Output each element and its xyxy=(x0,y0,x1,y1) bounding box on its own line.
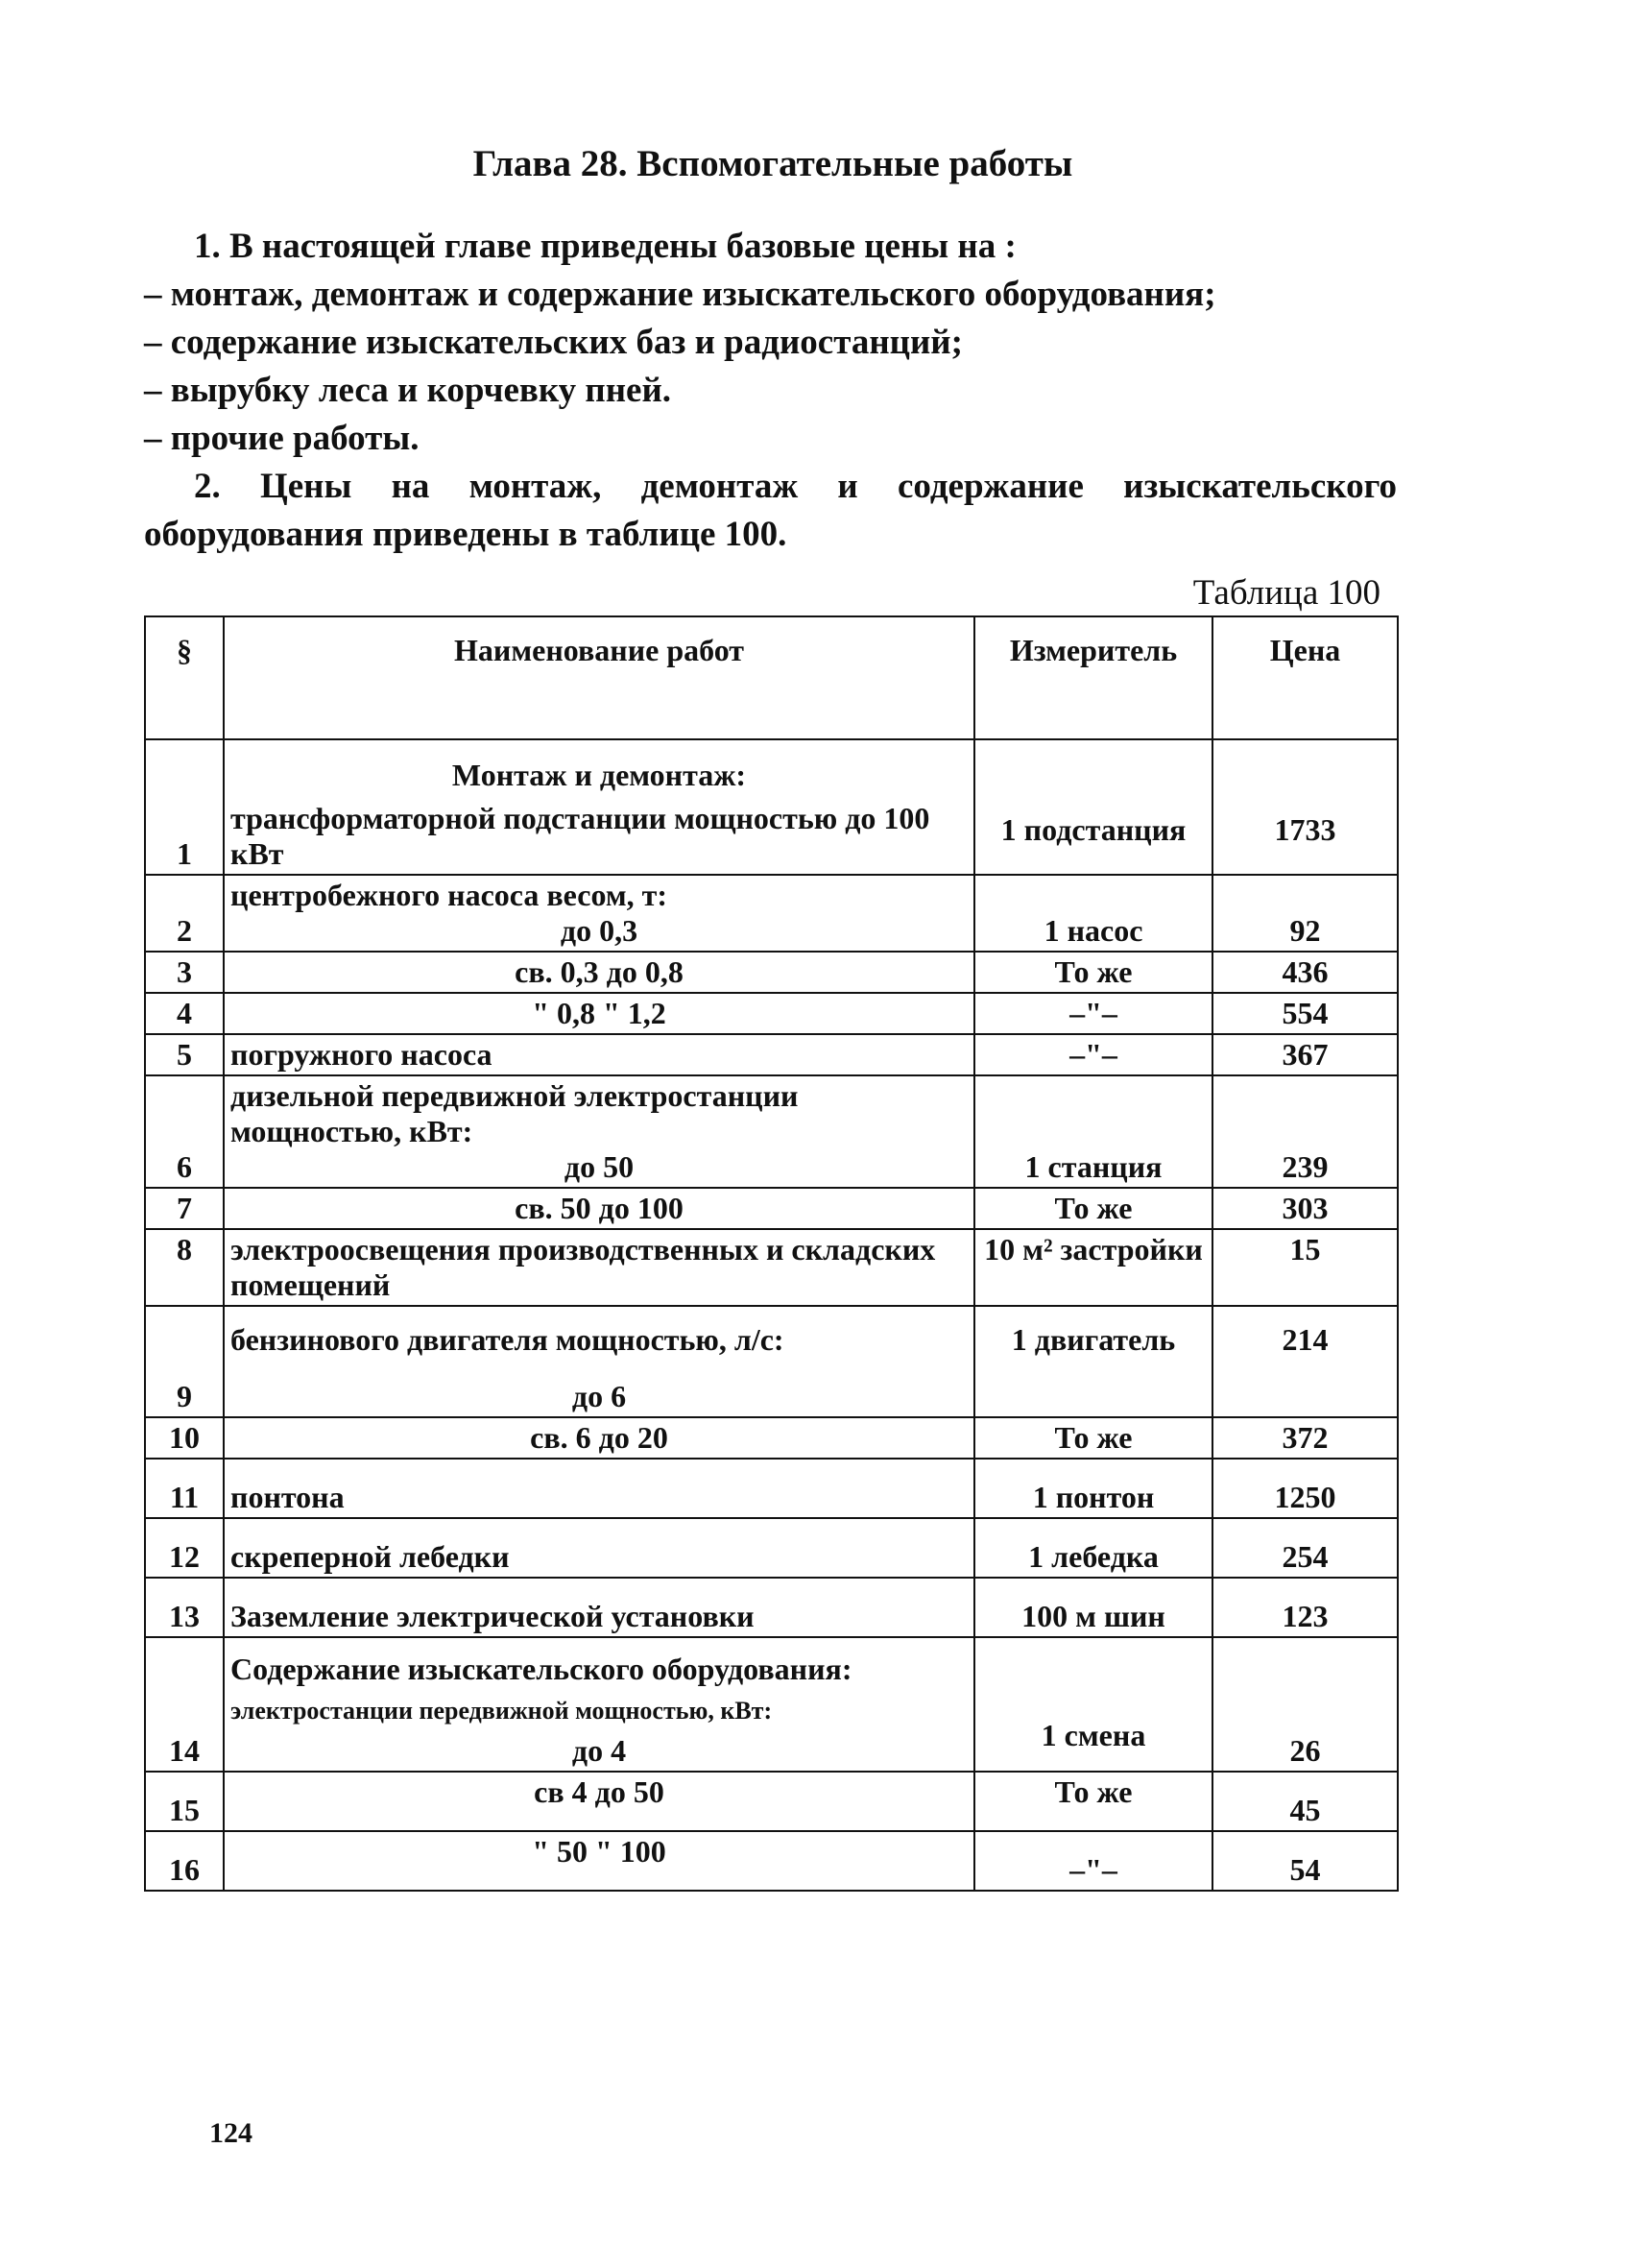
row-number: 1 xyxy=(145,739,224,875)
row-number: 12 xyxy=(145,1518,224,1578)
group-heading: дизельной передвижной электростанции мощностью, кВт: xyxy=(230,1078,799,1148)
table-row xyxy=(145,1772,1398,1831)
row-unit: 1 станция xyxy=(974,1075,1212,1188)
row-name: " 50 " 100 xyxy=(224,1831,974,1891)
row-name-cell xyxy=(224,1306,974,1417)
row-name: св. 50 до 100 xyxy=(224,1188,974,1229)
row-number: 13 xyxy=(145,1578,224,1637)
row-name: погружного насоса xyxy=(224,1034,974,1075)
table-row xyxy=(145,993,1398,1034)
row-name: понтона xyxy=(224,1459,974,1518)
row-number: 16 xyxy=(145,1831,224,1891)
row-name: трансформаторной подстанции мощностью до 100 кВт xyxy=(230,801,930,871)
row-number: 10 xyxy=(145,1417,224,1459)
row-unit: 1 насос xyxy=(974,875,1212,952)
intro-paragraph-2: 2. Цены на монтаж, демонтаж и содержание изыскательского оборудования приведены в таблице 100. xyxy=(144,467,1397,554)
table-row xyxy=(145,1075,1398,1188)
row-unit: 1 понтон xyxy=(974,1459,1212,1518)
header-section: § xyxy=(145,616,224,739)
row-number: 7 xyxy=(145,1188,224,1229)
price-table xyxy=(144,615,1399,1892)
row-price: 15 xyxy=(1212,1229,1398,1306)
intro-item: – вырубку леса и корчевку пней. xyxy=(144,371,672,410)
table-row xyxy=(145,739,1398,875)
table-row xyxy=(145,875,1398,952)
row-price: 303 xyxy=(1212,1188,1398,1229)
intro-item: – содержание изыскательских баз и радиостанций; xyxy=(144,323,963,362)
row-price: 1250 xyxy=(1212,1459,1398,1518)
row-unit: То же xyxy=(974,1772,1212,1831)
row-name: Заземление электрической установки xyxy=(224,1578,974,1637)
table-row xyxy=(145,1831,1398,1891)
row-number: 5 xyxy=(145,1034,224,1075)
row-price: 1733 xyxy=(1212,739,1398,875)
row-number: 2 xyxy=(145,875,224,952)
header-name: Наименование работ xyxy=(224,616,974,739)
row-name-cell xyxy=(224,1075,974,1188)
row-unit: То же xyxy=(974,1417,1212,1459)
row-number: 14 xyxy=(145,1637,224,1772)
row-number: 8 xyxy=(145,1229,224,1306)
row-number: 6 xyxy=(145,1075,224,1188)
table-row xyxy=(145,1417,1398,1459)
row-price: 554 xyxy=(1212,993,1398,1034)
row-name: св 4 до 50 xyxy=(224,1772,974,1831)
row-price: 45 xyxy=(1212,1772,1398,1831)
intro-item: – прочие работы. xyxy=(144,419,420,458)
row-unit: 10 м² застройки xyxy=(974,1229,1212,1306)
row-unit: 100 м шин xyxy=(974,1578,1212,1637)
row-name: до 4 xyxy=(571,1733,627,1768)
row-price: 92 xyxy=(1212,875,1398,952)
table-row xyxy=(145,1578,1398,1637)
row-unit: 1 смена xyxy=(974,1637,1212,1772)
table-caption: Таблица 100 xyxy=(1192,573,1380,613)
row-number: 4 xyxy=(145,993,224,1034)
table-row xyxy=(145,1518,1398,1578)
page-number: 124 xyxy=(209,2117,252,2149)
row-name: до 0,3 xyxy=(560,913,638,948)
row-unit: 1 лебедка xyxy=(974,1518,1212,1578)
table-row xyxy=(145,952,1398,993)
table-row xyxy=(145,1229,1398,1306)
section-heading: Монтаж и демонтаж: xyxy=(451,758,747,792)
row-unit: 1 двигатель xyxy=(974,1306,1212,1417)
chapter-title: Глава 28. Вспомогательные работы xyxy=(472,143,1073,184)
row-name-cell xyxy=(224,739,974,875)
section-heading: Содержание изыскательского оборудования: xyxy=(230,1652,852,1686)
row-unit: 1 подстанция xyxy=(974,739,1212,875)
row-price: 254 xyxy=(1212,1518,1398,1578)
row-number: 15 xyxy=(145,1772,224,1831)
table-row xyxy=(145,1637,1398,1772)
row-number: 11 xyxy=(145,1459,224,1518)
row-price: 367 xyxy=(1212,1034,1398,1075)
row-name-cell xyxy=(224,1637,974,1772)
row-unit: –"– xyxy=(974,1831,1212,1891)
row-name: св. 0,3 до 0,8 xyxy=(224,952,974,993)
table-row xyxy=(145,1459,1398,1518)
row-name-cell xyxy=(224,875,974,952)
row-unit: –"– xyxy=(974,1034,1212,1075)
row-price: 54 xyxy=(1212,1831,1398,1891)
header-price: Цена xyxy=(1212,616,1398,739)
row-unit: То же xyxy=(974,1188,1212,1229)
row-unit: –"– xyxy=(974,993,1212,1034)
row-unit: То же xyxy=(974,952,1212,993)
row-price: 214 xyxy=(1212,1306,1398,1417)
row-name: до 6 xyxy=(571,1379,627,1413)
row-name: электроосвещения производственных и складских помещений xyxy=(224,1229,974,1306)
row-name: " 0,8 " 1,2 xyxy=(224,993,974,1034)
group-heading: центробежного насоса весом, т: xyxy=(230,878,668,912)
row-number: 3 xyxy=(145,952,224,993)
group-heading: бензинового двигателя мощностью, л/с: xyxy=(230,1322,784,1357)
row-price: 239 xyxy=(1212,1075,1398,1188)
table-header-row xyxy=(145,616,1398,739)
row-price: 372 xyxy=(1212,1417,1398,1459)
row-price: 436 xyxy=(1212,952,1398,993)
intro-item: – монтаж, демонтаж и содержание изыскательского оборудования; xyxy=(144,275,1216,314)
row-price: 26 xyxy=(1212,1637,1398,1772)
row-price: 123 xyxy=(1212,1578,1398,1637)
row-name: св. 6 до 20 xyxy=(224,1417,974,1459)
table-row xyxy=(145,1188,1398,1229)
table-row xyxy=(145,1306,1398,1417)
row-number: 9 xyxy=(145,1306,224,1417)
group-heading: электростанции передвижной мощностью, кВт: xyxy=(230,1697,773,1725)
table-row xyxy=(145,1034,1398,1075)
row-name: до 50 xyxy=(564,1149,635,1184)
row-name: скреперной лебедки xyxy=(224,1518,974,1578)
header-unit: Измеритель xyxy=(974,616,1212,739)
intro-paragraph-1: 1. В настоящей главе приведены базовые цены на : xyxy=(194,227,1017,266)
intro-text xyxy=(144,223,1397,559)
